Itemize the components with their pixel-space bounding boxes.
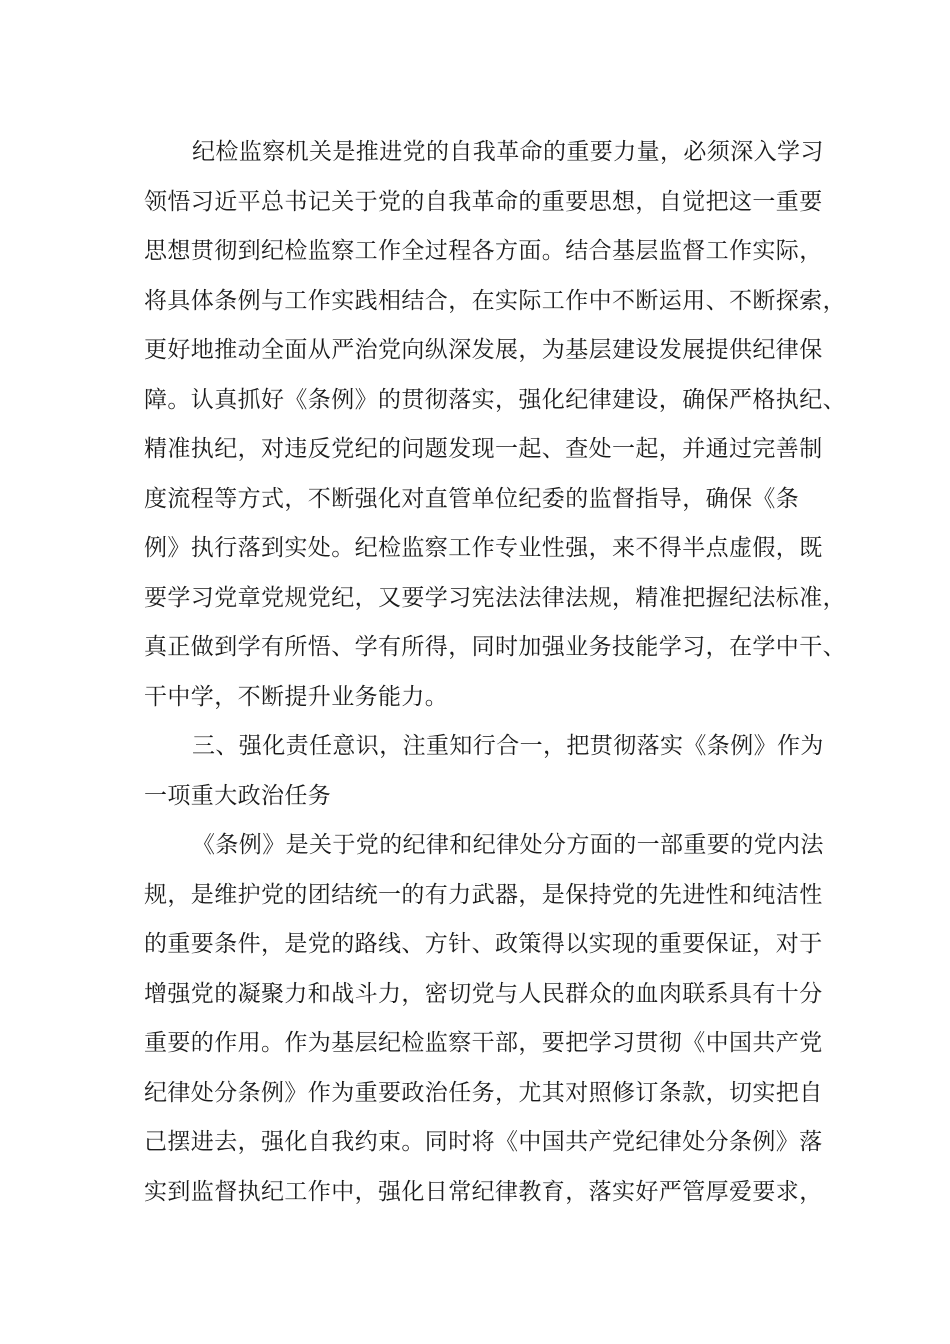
- paragraph-2-line-5: 重要的作用。作为基层纪检监察干部，要把学习贯彻《中国共产党: [144, 1030, 823, 1056]
- section-heading-line-2: 一项重大政治任务: [144, 782, 332, 809]
- paragraph-1-line-2: 领悟习近平总书记关于党的自我革命的重要思想，自觉把这一重要: [144, 188, 823, 215]
- paragraph-1-line-6: 障。认真抓好《条例》的贯彻落实，强化纪律建设，确保严格执纪、: [144, 386, 846, 413]
- paragraph-1-line-12: 干中学，不断提升业务能力。: [144, 683, 449, 710]
- paragraph-1-line-9: 例》执行落到实处。纪检监察工作专业性强，来不得半点虚假，既: [144, 535, 823, 561]
- paragraph-2-line-6: 纪律处分条例》作为重要政治任务，尤其对照修订条款，切实把自: [144, 1079, 823, 1106]
- paragraph-1-line-1: 纪检监察机关是推进党的自我革命的重要力量，必须深入学习: [192, 139, 824, 165]
- paragraph-2-line-1: 《条例》是关于党的纪律和纪律处分方面的一部重要的党内法: [192, 832, 824, 858]
- paragraph-2-line-2: 规，是维护党的团结统一的有力武器，是保持党的先进性和纯洁性: [144, 881, 823, 908]
- paragraph-1-line-3: 思想贯彻到纪检监察工作全过程各方面。结合基层监督工作实际，: [144, 238, 823, 264]
- paragraph-1-line-4: 将具体条例与工作实践相结合，在实际工作中不断运用、不断探索，: [144, 287, 846, 314]
- paragraph-2-line-8: 实到监督执纪工作中，强化日常纪律教育，落实好严管厚爱要求，: [144, 1178, 823, 1205]
- paragraph-1-line-7: 精准执纪，对违反党纪的问题发现一起、查处一起，并通过完善制: [144, 436, 823, 462]
- document-body: [144, 128, 846, 1217]
- paragraph-2-line-3: 的重要条件，是党的路线、方针、政策得以实现的重要保证，对于: [144, 931, 823, 957]
- paragraph-1-line-8: 度流程等方式，不断强化对直管单位纪委的监督指导，确保《条: [144, 485, 800, 512]
- paragraph-1-line-11: 真正做到学有所悟、学有所得，同时加强业务技能学习，在学中干、: [144, 634, 846, 660]
- paragraph-1-line-5: 更好地推动全面从严治党向纵深发展，为基层建设发展提供纪律保: [144, 337, 823, 363]
- section-heading-line-1: 三、强化责任意识，注重知行合一，把贯彻落实《条例》作为: [192, 733, 824, 759]
- paragraph-2-line-7: 己摆进去，强化自我约束。同时将《中国共产党纪律处分条例》落: [144, 1129, 823, 1155]
- paragraph-2-line-4: 增强党的凝聚力和战斗力，密切党与人民群众的血肉联系具有十分: [144, 980, 823, 1007]
- paragraph-1-line-10: 要学习党章党规党纪，又要学习宪法法律法规，精准把握纪法标准，: [144, 584, 846, 611]
